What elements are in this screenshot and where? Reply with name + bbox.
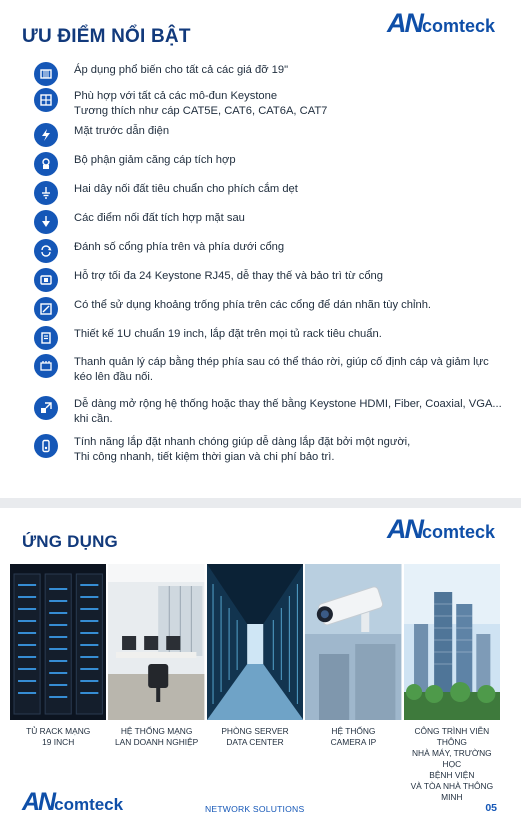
data-center-photo (207, 564, 303, 720)
buildings-photo (404, 564, 500, 720)
feature-text: khi cần. (74, 413, 113, 425)
applications-panel (0, 508, 521, 831)
one-u-icon (34, 326, 58, 350)
logo-text: comteck (54, 795, 124, 814)
feature-text: Áp dụng phổ biến cho tất cả các giá đỡ 19" (74, 64, 289, 76)
caption-line: HỆ THỐNG MẠNG (120, 726, 193, 736)
cable-bar-icon (34, 354, 58, 378)
feature-text: Tính năng lắp đặt nhanh chóng giúp dễ dàng lắp đặt bởi một người, (74, 436, 411, 448)
lightning-icon (34, 123, 58, 147)
expand-icon (34, 396, 58, 420)
logo-text: comteck (421, 522, 495, 542)
caption-camera (305, 726, 401, 803)
caption-line: VÀ TÒA NHÀ THÔNG MINH (410, 781, 494, 802)
caption-line: NHÀ MÁY, TRƯỜNG HỌC (412, 748, 492, 769)
strain-relief-icon (34, 152, 58, 176)
logo-text: comteck (421, 16, 495, 36)
server-rack-photo (10, 564, 106, 720)
label-icon (34, 297, 58, 321)
camera-photo (305, 564, 401, 720)
caption-line: PHÒNG SERVER (221, 726, 289, 736)
feature-item (34, 88, 327, 119)
ground-wire-icon (34, 181, 58, 205)
applications-heading: ỨNG DỤNG (22, 532, 118, 551)
page-number: 05 (485, 802, 497, 814)
feature-item (34, 210, 245, 234)
caption-line: TỦ RACK MẠNG (26, 726, 91, 736)
application-photos (10, 564, 500, 720)
feature-item (34, 62, 288, 86)
feature-item (34, 268, 383, 292)
quick-install-icon (34, 434, 58, 458)
caption-line: HỆ THỐNG (331, 726, 376, 736)
feature-text: Hai dây nối đất tiêu chuẩn cho phích cắm dẹt (74, 183, 298, 195)
feature-item (34, 297, 431, 321)
feature-item (34, 123, 169, 147)
brand-logo (387, 10, 495, 37)
caption-line: CÔNG TRÌNH VIỄN THÔNG (414, 726, 490, 747)
ground-point-icon (34, 210, 58, 234)
numbering-icon (34, 239, 58, 263)
caption-line: LAN DOANH NGHIỆP (114, 737, 199, 747)
footer-logo (22, 790, 123, 815)
feature-text: Phù hợp với tất cả các mô-đun Keystone (74, 90, 278, 102)
feature-text: Hỗ trợ tối đa 24 Keystone RJ45, dễ thay thế và bảo trì từ cổng (74, 270, 383, 282)
logo-an: AN (22, 788, 55, 816)
feature-text: Dễ dàng mở rộng hệ thống hoặc thay thế bằng Keystone HDMI, Fiber, Coaxial, VGA... (74, 398, 502, 410)
caption-line: DATA CENTER (226, 737, 284, 747)
caption-line: 19 INCH (42, 737, 75, 747)
rack-icon (34, 62, 58, 86)
feature-item (34, 354, 489, 385)
keystone-module-icon (34, 88, 58, 112)
feature-text: kéo lên đầu nối. (74, 371, 153, 383)
feature-text: Có thể sử dụng khoảng trống phía trên các cổng để dán nhãn tùy chỉnh. (74, 299, 432, 311)
feature-text: Tương thích như cáp CAT5E, CAT6, CAT6A, CAT7 (74, 105, 328, 117)
caption-line: BỆNH VIỆN (429, 770, 475, 780)
port-replace-icon (34, 268, 58, 292)
feature-item (34, 434, 410, 465)
caption-data-center (207, 726, 303, 803)
feature-item (34, 326, 382, 350)
feature-text: Các điểm nối đất tích hợp mặt sau (74, 212, 245, 224)
feature-item (34, 181, 298, 205)
features-heading: ƯU ĐIỂM NỔI BẬT (22, 26, 191, 47)
brand-logo (387, 516, 495, 543)
caption-line: CAMERA IP (330, 737, 377, 747)
office-photo (108, 564, 204, 720)
feature-text: Thi công nhanh, tiết kiệm thời gian và chi phí bảo trì. (74, 451, 335, 463)
caption-buildings (404, 726, 500, 803)
feature-text: Bộ phận giảm căng cáp tích hợp (74, 154, 236, 166)
feature-item (34, 239, 284, 263)
feature-item (34, 152, 236, 176)
feature-text: Thiết kế 1U chuẩn 19 inch, lắp đặt trên mọi tủ rack tiêu chuẩn. (74, 328, 382, 340)
feature-text: Mặt trước dẫn điện (74, 125, 170, 137)
footer-tagline: NETWORK SOLUTIONS (205, 804, 305, 814)
logo-an: AN (386, 8, 422, 38)
feature-text: Thanh quản lý cáp bằng thép phía sau có thể tháo rời, giúp cố định cáp và giảm lực (74, 356, 489, 368)
feature-item (34, 396, 502, 427)
logo-an: AN (386, 514, 422, 544)
feature-text: Đánh số cổng phía trên và phía dưới cổng (74, 241, 285, 253)
